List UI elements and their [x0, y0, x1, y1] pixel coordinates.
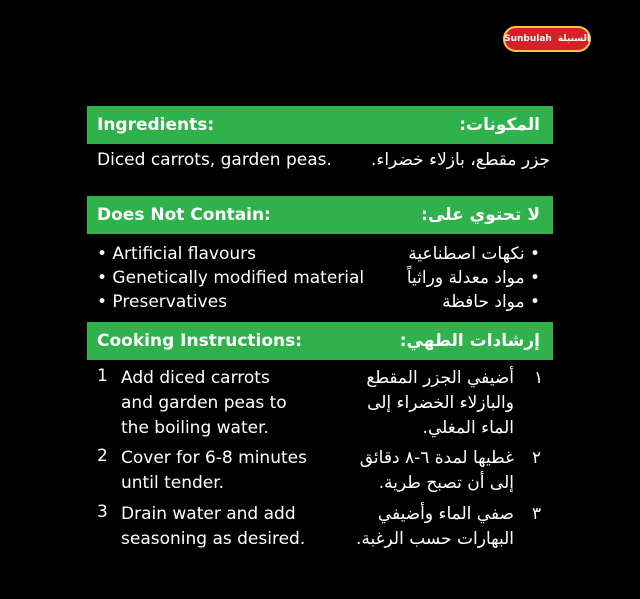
does-not-contain-item-ar: • نكهات اصطناعية [408, 244, 540, 264]
step-line-en: Cover for 6-8 minutes [121, 448, 307, 468]
does-not-contain-item-en: • Artificial flavours [97, 244, 256, 264]
does-not-contain-header [87, 196, 553, 234]
step-line-en: the boiling water. [121, 418, 269, 438]
step-line-ar: إلى أن تصبح طرية. [378, 473, 514, 493]
step-line-en: Drain water and add [121, 504, 296, 524]
step-number-en: 2 [97, 446, 108, 466]
ingredients-text-ar: جزر مقطع، بازلاء خضراء. [370, 150, 550, 170]
step-number-en: 1 [97, 366, 108, 386]
step-number-ar: ٢ [532, 448, 542, 468]
cooking-title-ar: إرشادات الطهي: [399, 331, 540, 351]
cooking-instructions-header [87, 322, 553, 360]
step-line-en: until tender. [121, 473, 225, 493]
step-number-ar: ٣ [532, 504, 542, 524]
does-not-contain-item-en: • Genetically modified material [97, 268, 365, 288]
step-line-ar: البهارات حسب الرغبة. [356, 529, 514, 549]
cooking-title-en: Cooking Instructions: [97, 331, 303, 351]
does-not-contain-title-ar: لا تحتوي على: [421, 205, 540, 225]
step-number-en: 3 [97, 502, 108, 522]
logo-text-en: Sunbulah [504, 34, 552, 44]
does-not-contain-item-ar: • مواد حافظة [442, 292, 540, 312]
step-line-ar: صفي الماء وأضيفي [377, 504, 514, 524]
step-line-en: seasoning as desired. [121, 529, 306, 549]
step-line-en: and garden peas to [121, 393, 287, 413]
logo-text-ar: السنبلة [557, 34, 590, 44]
step-line-en: Add diced carrots [121, 368, 270, 388]
ingredients-text-en: Diced carrots, garden peas. [97, 150, 332, 170]
ingredients-title-ar: المكونات: [459, 115, 540, 135]
does-not-contain-title-en: Does Not Contain: [97, 205, 271, 225]
step-number-ar: ١ [534, 368, 544, 388]
ingredients-title-en: Ingredients: [97, 115, 215, 135]
step-line-ar: غطيها لمدة ٦-٨ دقائق [359, 448, 514, 468]
ingredients-header [87, 106, 553, 144]
does-not-contain-item-en: • Preservatives [97, 292, 228, 312]
step-line-ar: والبازلاء الخضراء إلى [367, 393, 514, 413]
sunbulah-logo [503, 26, 591, 52]
step-line-ar: الماء المغلي. [422, 418, 514, 438]
step-line-ar: أضيفي الجزر المقطع [366, 368, 514, 388]
does-not-contain-item-ar: • مواد معدلة وراثياً [406, 268, 540, 288]
